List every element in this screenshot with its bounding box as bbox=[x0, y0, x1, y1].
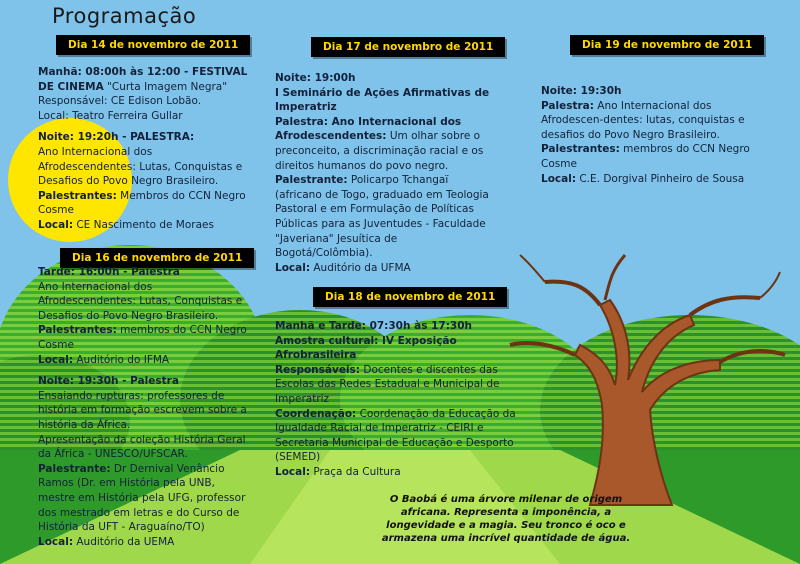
page-title: Programação bbox=[52, 4, 197, 28]
date-badge-19: Dia 19 de novembro de 2011 bbox=[570, 35, 764, 55]
night-local-16: Local: Auditório da UEMA bbox=[38, 535, 175, 548]
date-badge-18: Dia 18 de novembro de 2011 bbox=[313, 287, 507, 307]
morning-line: Manhã: 08:00h às 12:00 - FESTIVAL DE CINEMA "Curta Imagem Negra" bbox=[38, 66, 248, 93]
day-19-events bbox=[541, 84, 759, 186]
day-18-events bbox=[275, 319, 537, 480]
night-theme: Ano Internacional dos Afrodescendentes: Lutas, Conquistas e Desafios do Povo Negro Brasileiro. bbox=[38, 145, 243, 188]
afternoon-theme: Ano Internacional dos Afrodescendentes: Lutas, Conquistas e Desafios do Povo Negro Brasileiro. bbox=[38, 280, 243, 322]
night-local: Local: CE Nascimento de Moraes bbox=[38, 218, 214, 231]
speakers-19: Palestrantes: membros do CCN Negro Cosme bbox=[541, 143, 750, 170]
local-17: Local: Auditório da UFMA bbox=[275, 261, 411, 274]
night-heading-19: Noite: 19:30h bbox=[541, 85, 622, 97]
date-badge-14: Dia 14 de novembro de 2011 bbox=[56, 35, 250, 55]
afternoon-local: Local: Auditório do IFMA bbox=[38, 353, 170, 366]
night-speaker-16: Palestrante: Dr Dernival Venâncio Ramos (Dr. em História pela UNB, mestre em História pela UFG, professor dos mestrado em letras e do Curso de História da UFT - Araguaíno/TO) bbox=[38, 462, 246, 534]
night-speakers: Palestrantes: Membros do CCN Negro Cosme bbox=[38, 189, 246, 217]
day-14-events bbox=[38, 65, 252, 233]
seminar-title: I Seminário de Ações Afirmativas de Imperatriz bbox=[275, 86, 490, 114]
day-17-events bbox=[275, 71, 490, 275]
day-16-events bbox=[38, 265, 252, 549]
local-18: Local: Praça da Cultura bbox=[275, 465, 401, 478]
afternoon-speakers: Palestrantes: membros do CCN Negro Cosme bbox=[38, 324, 247, 351]
night-heading-17: Noite: 19:00h bbox=[275, 72, 356, 84]
responsible-18: Responsáveis: Docentes e discentes das Escolas das Redes Estadual e Municipal de Imperatriz bbox=[275, 363, 500, 405]
baobab-caption: O Baobá é uma árvore milenar de origem africana. Representa a imponência, a longevidade e a magia. Seu tronco é oco e armazena uma incrível quantidade de água. bbox=[381, 494, 631, 544]
afternoon-heading: Tarde: 16:00h - Palestra bbox=[38, 266, 180, 278]
speaker-17: Palestrante: Policarpo Tchangaï (africano de Togo, graduado em Teologia Pastoral e em Formulação de Políticas Públicas para as Juventudes - Faculdade "Javeriana" Jesuítica de Bogotá/Colômbia). bbox=[275, 174, 489, 260]
date-badge-17: Dia 17 de novembro de 2011 bbox=[311, 37, 505, 57]
night-theme-16: Ensaiando rupturas: professores de história em formação escrevem sobre a história da África. bbox=[38, 389, 247, 431]
exhibition-18: Amostra cultural: IV Exposição Afrobrasileira bbox=[275, 334, 457, 362]
night-heading-16: Noite: 19:30h - Palestra bbox=[38, 375, 179, 388]
night-heading: Noite: 19:20h - PALESTRA: bbox=[38, 131, 195, 144]
lecture-17: Palestra: Ano Internacional dos Afrodescendentes: Um olhar sobre o preconceito, a discriminação racial e os direitos humanos do povo negro. bbox=[275, 115, 484, 172]
local-19: Local: C.E. Dorgival Pinheiro de Sousa bbox=[541, 172, 745, 185]
coordination-18: Coordenação: Coordenação da Educação da Igualdade Racial de Imperatriz - CEIRI e Secretaria Municipal de Educação e Desporto (SEMED) bbox=[275, 407, 516, 464]
morning-responsible: Responsável: CE Edison Lobão. bbox=[38, 95, 202, 108]
schedule-18: Manhã e Tarde: 07:30h às 17:30h bbox=[275, 320, 473, 332]
lecture-19: Palestra: Ano Internacional dos Afrodescen-dentes: lutas, conquistas e desafios do Povo Negro Brasileiro. bbox=[541, 99, 745, 141]
night-presentation: Apresentação da coleção História Geral da África - UNESCO/UFSCAR. bbox=[38, 433, 246, 461]
morning-local: Local: Teatro Ferreira Gullar bbox=[38, 109, 183, 122]
date-badge-16: Dia 16 de novembro de 2011 bbox=[60, 248, 254, 268]
